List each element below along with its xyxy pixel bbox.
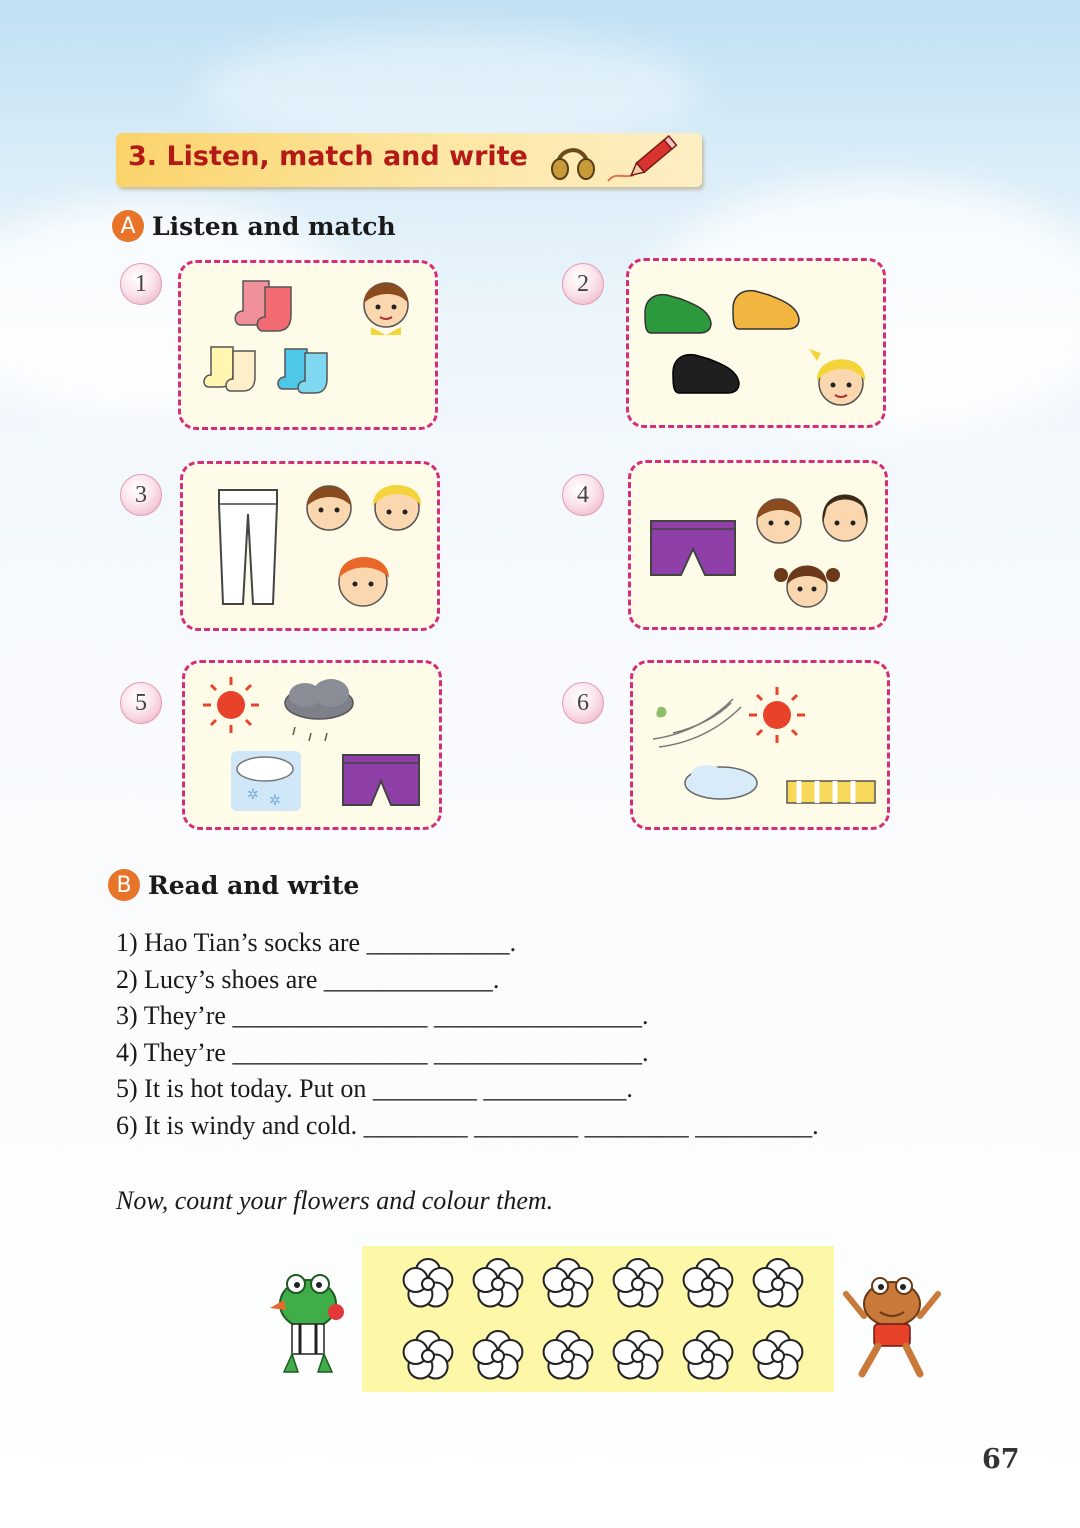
sentence-line[interactable]: 1) Hao Tian’s socks are ___________. [116,928,517,957]
girl-face-icon [823,495,868,542]
sun-icon [203,677,259,733]
svg-text:✲: ✲ [269,794,281,809]
wind-icon [653,699,741,747]
panel-number: 1 [120,263,162,305]
flower-icon[interactable] [614,1259,663,1307]
flower-icon[interactable] [404,1259,453,1307]
sentence-line[interactable]: 5) It is hot today. Put on ________ ___________. [116,1074,633,1104]
toad-mascot-icon [840,1270,944,1382]
trousers-icon [219,490,277,604]
read-and-write-lines [116,925,819,1145]
section-a-heading [112,210,396,242]
banner-icons [546,135,696,185]
section-badge: A [112,210,144,242]
picture-panel-3[interactable] [180,461,440,631]
scribble-line [608,175,634,181]
shorts-icon [651,521,735,575]
flower-icon[interactable] [754,1259,803,1307]
activity-title: 3. Listen, match and write [128,141,528,172]
flower-icon[interactable] [474,1331,523,1379]
shorts-icon [343,755,419,805]
instruction-text: Now, count your flowers and colour them. [116,1186,554,1215]
panel-number: 6 [562,682,604,724]
page-number: 67 [982,1444,1020,1475]
flower-icon[interactable] [544,1259,593,1307]
shoes-icon [645,291,799,393]
flower-icon[interactable] [684,1259,733,1307]
snow-cloud-icon [231,751,301,811]
picture-panel-2[interactable] [626,258,886,428]
section-title: Read and write [148,870,360,900]
panel-number: 2 [562,263,604,305]
pencil-icon [627,136,676,180]
flower-grid [362,1246,834,1392]
sun-icon [749,687,805,743]
picture-panel-4[interactable] [628,460,888,630]
flower-icon[interactable] [614,1331,663,1379]
panel-number: 5 [120,682,162,724]
sentence-line[interactable]: 3) They’re _______________ ________________. [116,1001,649,1031]
flower-icon[interactable] [684,1331,733,1379]
section-b-heading [108,869,359,901]
sentence-line[interactable]: 4) They’re _______________ ________________. [116,1037,649,1067]
picture-panel-6[interactable] [630,660,890,830]
flower-icon[interactable] [404,1331,453,1379]
sentence-line[interactable]: 2) Lucy’s shoes are _____________. [116,964,500,994]
background-cloud [200,30,700,150]
boy-face-icon [757,499,801,543]
girl-face-icon [774,566,840,608]
socks-icon [204,281,327,393]
flower-counting-box [362,1246,834,1392]
flower-icon[interactable] [474,1259,523,1307]
panel-number: 4 [562,474,604,516]
flower-icon[interactable] [754,1331,803,1379]
boy-face-icon [364,283,408,335]
frog-mascot-icon [262,1268,354,1380]
boy-face-icon [307,486,351,530]
girl-face-icon [373,485,421,530]
svg-text:✲: ✲ [247,788,259,803]
panel-number: 3 [120,474,162,516]
picture-panel-5[interactable] [182,660,442,830]
cloud-icon [685,765,757,799]
rain-cloud-icon [285,679,353,741]
boy-face-icon [339,557,389,606]
flower-icon[interactable] [544,1331,593,1379]
activity-banner [116,133,702,187]
sentence-line[interactable]: 6) It is windy and cold. ________ ________ ________ _________. [116,1110,819,1140]
picture-panel-1[interactable] [178,260,438,430]
headphones-icon [552,150,594,179]
girl-face-icon [809,349,865,405]
scarf-icon [787,781,875,803]
section-title: Listen and match [152,211,396,241]
section-badge: B [108,869,140,901]
